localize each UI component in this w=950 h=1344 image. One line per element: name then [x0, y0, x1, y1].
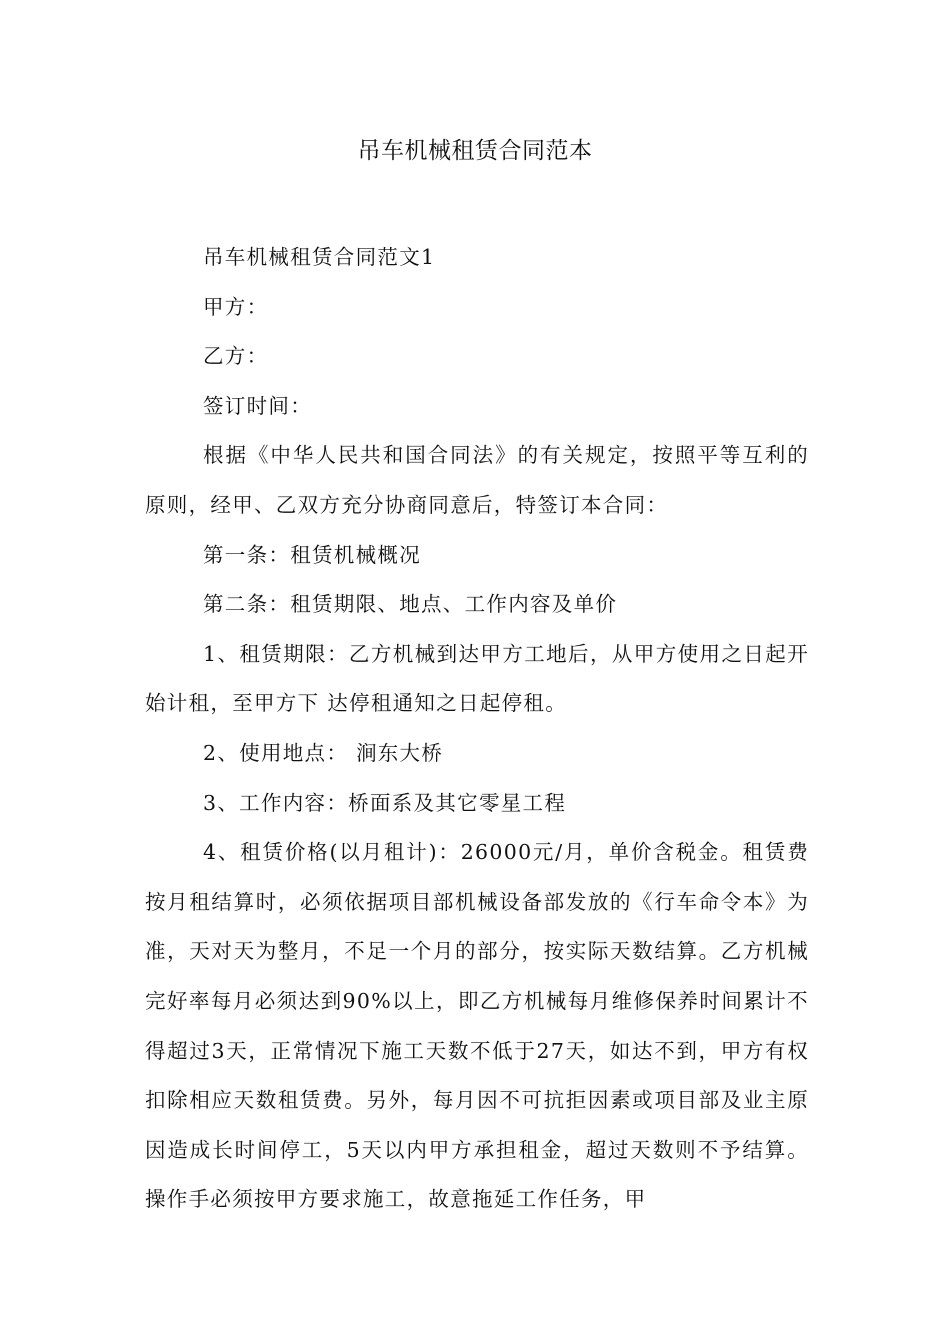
section-heading: 吊车机械租赁合同范文1: [203, 245, 436, 269]
article-one-heading: 第一条：租赁机械概况: [203, 542, 421, 567]
clause-location: 2、使用地点： 涧东大桥: [203, 740, 444, 765]
document-body: [145, 233, 809, 1225]
party-b-line: 乙方：: [203, 344, 269, 369]
preamble-paragraph: 根据《中华人民共和国合同法》的有关规定，按照平等互利的原则，经甲、乙双方充分协商同意后，特签订本合同：: [145, 443, 809, 517]
article-two-heading: 第二条：租赁期限、地点、工作内容及单价: [203, 592, 618, 617]
clause-lease-term: 1、租赁期限：乙方机械到达甲方工地后，从甲方使用之日起开始计租，至甲方下 达停租通知之日起停租。: [145, 641, 809, 716]
party-a-line: 甲方：: [203, 294, 269, 319]
clause-lease-price: 4、租赁价格(以月租计)：26000元/月，单价含税金。租赁费按月租结算时，必须依据项目部机械设备部发放的《行车命令本》为准，天对天为整月，不足一个月的部分，按实际天数结算。乙方机械完好率每月必须达到90%以上，即乙方机械每月维修保养时间累计不得超过3天，正常情况下施工天数不低于27天，如达不到，甲方有权扣除相应天数租赁费。另外，每月因不可抗拒因素或项目部及业主原因造成长时间停工，5天以内甲方承担租金，超过天数则不予结算。操作手必须按甲方要求施工，故意拖延工作任务，甲: [145, 840, 809, 1212]
clause-work-content: 3、工作内容：桥面系及其它零星工程: [203, 790, 567, 815]
document-title: 吊车机械租赁合同范本: [357, 138, 593, 164]
signing-date-line: 签订时间：: [203, 393, 312, 418]
